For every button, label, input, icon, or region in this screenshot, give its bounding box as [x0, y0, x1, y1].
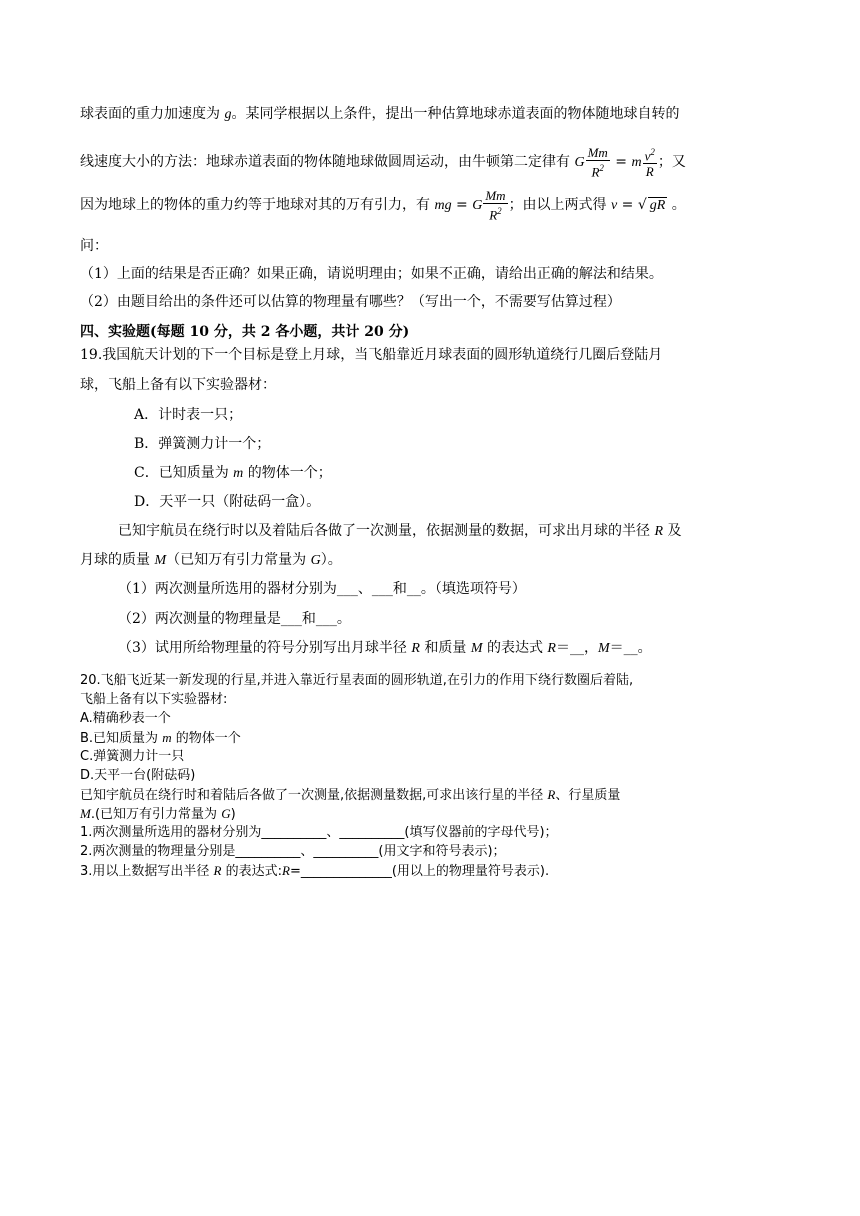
numerator: Mm	[485, 188, 506, 203]
text: 。	[667, 197, 686, 214]
denominator	[483, 204, 507, 222]
text: )	[230, 807, 236, 822]
text: 的物体一个；	[243, 465, 332, 481]
exponent: 2	[497, 206, 502, 216]
formula-v: v	[611, 198, 618, 214]
section-title: 四、实验题(每题 10 分，共 2 各小题，共计 20 分)	[80, 324, 410, 340]
text: 已知宇航员在绕行时以及着陆后各做了一次测量，依据测量的数据，可求出月球的半径	[118, 523, 655, 539]
q20-sub-1: 1.两次测量所选用的器材分别为__________、__________(填写仪器前的字母代号)；	[80, 825, 558, 840]
text: 3.用以上数据写出半径	[80, 864, 214, 879]
q19-option-c	[134, 463, 332, 484]
text: ；由以上两式得	[508, 197, 612, 214]
text: （3）试用所给物理量的符号分别写出月球半径	[118, 640, 412, 656]
q19-option-a: A．计时表一只；	[134, 407, 243, 423]
sqrt-sign: √	[637, 197, 647, 214]
text: ＝__，	[555, 640, 598, 656]
ask-label: 问：	[80, 238, 108, 254]
variable-m: m	[162, 730, 172, 745]
variable-G: G	[221, 806, 231, 821]
sqrt-radicand: gR	[649, 198, 666, 214]
fraction-Mm-over-R2	[586, 145, 610, 179]
q20-option-b	[80, 728, 241, 749]
fraction-Mm-over-R2	[483, 188, 507, 222]
variable-R: R	[547, 787, 556, 802]
q19-line-2: 球，飞船上备有以下实验器材：	[80, 377, 276, 393]
q20-option-d: D.天平一台(附砝码)	[80, 768, 196, 783]
q20-option-a: A.精确秒表一个	[80, 711, 171, 726]
formula-G: G	[574, 155, 585, 171]
variable-M: M	[80, 806, 91, 821]
denominator-R: R	[489, 207, 498, 223]
variable-R: R	[654, 524, 664, 539]
variable-R: R	[411, 641, 420, 656]
q20-desc-line-2	[80, 804, 236, 825]
intro-line-3	[80, 188, 686, 222]
q19-option-b: B．弹簧测力计一个；	[134, 436, 271, 452]
equals-sign: =	[451, 197, 473, 214]
text: .(已知万有引力常量为	[90, 807, 222, 822]
fraction-v2-over-R	[643, 145, 657, 179]
q19-line-1: 19.我国航天计划的下一个目标是登上月球，当飞船靠近月球表面的圆形轨道绕行几圈后登陆月	[80, 347, 663, 363]
text: 的表达式	[482, 640, 548, 656]
numerator: Mm	[587, 145, 608, 160]
text: 已知宇航员在绕行时和着陆后各做了一次测量,依据测量数据,可求出该行星的半径	[80, 788, 548, 803]
text: 的表达式:	[221, 864, 283, 879]
question-2: （2）由题目给出的条件还可以估算的物理量有哪些？（写出一个，不需要写估算过程）	[80, 294, 621, 310]
equals-sign: =	[610, 154, 632, 171]
variable-M: M	[597, 641, 610, 656]
text: ；又	[657, 154, 686, 171]
variable-M: M	[154, 553, 167, 568]
q20-desc-line-1	[80, 785, 620, 806]
variable-m: m	[233, 466, 244, 481]
equals-sign: =	[617, 197, 638, 214]
numerator	[643, 145, 657, 164]
variable-G: G	[310, 553, 321, 568]
q19-desc-line-1	[118, 521, 681, 542]
q19-desc-line-2	[80, 550, 342, 571]
variable-g: g	[224, 107, 232, 122]
exponent: 2	[599, 163, 604, 173]
text: 、行星质量	[555, 788, 621, 803]
text: 和质量	[419, 640, 471, 656]
q20-option-c: C.弹簧测力计一只	[80, 749, 185, 764]
q19-sub-1: （1）两次测量所选用的器材分别为___、___和__。（填选项符号）	[118, 581, 526, 597]
text: 线速度大小的方法：地球赤道表面的物体随地球做圆周运动，由牛顿第二定律有	[80, 154, 575, 171]
text: 及	[663, 523, 682, 539]
variable-R: R	[547, 641, 556, 656]
formula-mg: mg	[434, 198, 452, 214]
q19-sub-2: （2）两次测量的物理量是___和___。	[118, 611, 351, 627]
q19-option-d: D．天平一只（附砝码一盒）。	[134, 494, 321, 510]
denominator	[586, 161, 610, 179]
text: 月球的质量	[80, 552, 155, 568]
formula-m: m	[631, 155, 642, 171]
text: =______________(用以上的物理量符号表示).	[289, 864, 550, 879]
variable-R: R	[213, 863, 222, 878]
formula-G: G	[472, 198, 483, 214]
q20-line-2: 飞船上备有以下实验器材:	[80, 692, 228, 707]
intro-line-2	[80, 145, 686, 179]
intro-line-1	[80, 104, 679, 125]
text: 。某同学根据以上条件，提出一种估算地球赤道表面的物体随地球自转的	[231, 106, 680, 122]
variable-M: M	[470, 641, 483, 656]
q20-sub-3	[80, 861, 549, 882]
q20-line-1: 20.飞船飞近某一新发现的行星,并进入靠近行星表面的圆形轨道,在引力的作用下绕行数圈后着陆,	[80, 673, 634, 688]
text: 球表面的重力加速度为	[80, 106, 225, 122]
denominator: R	[645, 164, 654, 180]
q20-sub-2: 2.两次测量的物理量分别是__________、__________(用文字和符号表示)；	[80, 844, 506, 859]
text: ）。	[320, 552, 342, 568]
text: （已知万有引力常量为	[166, 552, 311, 568]
numerator-v: v	[644, 148, 651, 164]
text: B.已知质量为	[80, 731, 163, 746]
q19-sub-3	[118, 638, 652, 659]
text: C．已知质量为	[134, 465, 234, 481]
question-1: （1）上面的结果是否正确？如果正确，请说明理由；如果不正确，请给出正确的解法和结果。	[80, 266, 663, 282]
text: 因为地球上的物体的重力约等于地球对其的万有引力，有	[80, 197, 435, 214]
variable-R: R	[282, 863, 290, 878]
text: ＝__。	[609, 640, 652, 656]
exponent: 2	[650, 147, 655, 157]
text: 的物体一个	[171, 731, 241, 746]
denominator-R: R	[591, 164, 600, 180]
